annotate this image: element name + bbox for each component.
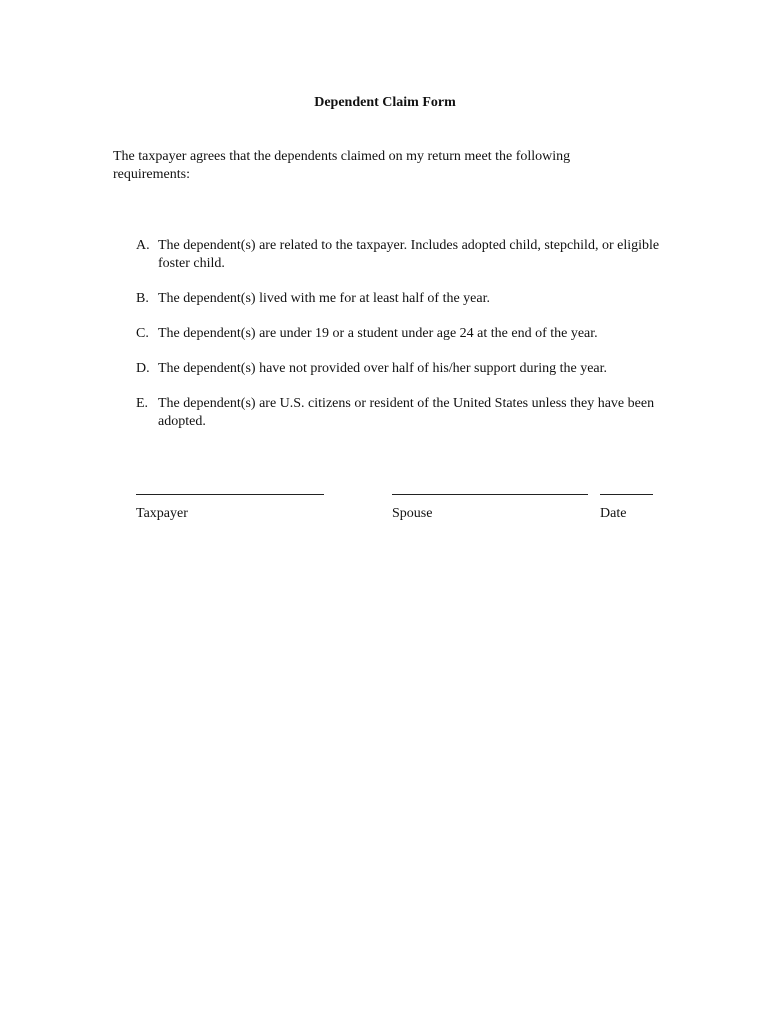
date-line[interactable] [600, 492, 653, 495]
requirement-letter: C. [136, 326, 149, 341]
requirement-item-e [136, 395, 676, 431]
requirements-list [136, 237, 676, 448]
requirement-letter: E. [136, 396, 149, 411]
requirement-text: The dependent(s) have not provided over half of his/her support during the year. [158, 361, 608, 376]
requirement-item-a [136, 237, 676, 273]
requirement-text: The dependent(s) lived with me for at least half of the year. [158, 291, 490, 306]
requirement-item-c [136, 325, 676, 343]
spouse-label: Spouse [392, 506, 433, 521]
requirement-text: The dependent(s) are under 19 or a student under age 24 at the end of the year. [158, 326, 598, 341]
requirement-letter: D. [136, 361, 150, 376]
taxpayer-label: Taxpayer [136, 506, 188, 521]
intro-paragraph: The taxpayer agrees that the dependents claimed on my return meet the following requirements: [113, 149, 571, 182]
page-title: Dependent Claim Form [314, 95, 456, 110]
requirement-text: The dependent(s) are U.S. citizens or resident of the United States unless they have been adopted. [158, 396, 655, 429]
requirement-letter: A. [136, 238, 150, 253]
requirement-item-b [136, 290, 676, 308]
taxpayer-signature-line[interactable] [136, 492, 324, 495]
requirement-text: The dependent(s) are related to the taxpayer. Includes adopted child, stepchild, or eligible foster child. [158, 238, 660, 271]
requirement-item-d [136, 360, 676, 378]
date-label: Date [600, 506, 627, 521]
spouse-signature-line[interactable] [392, 492, 588, 495]
requirement-letter: B. [136, 291, 149, 306]
